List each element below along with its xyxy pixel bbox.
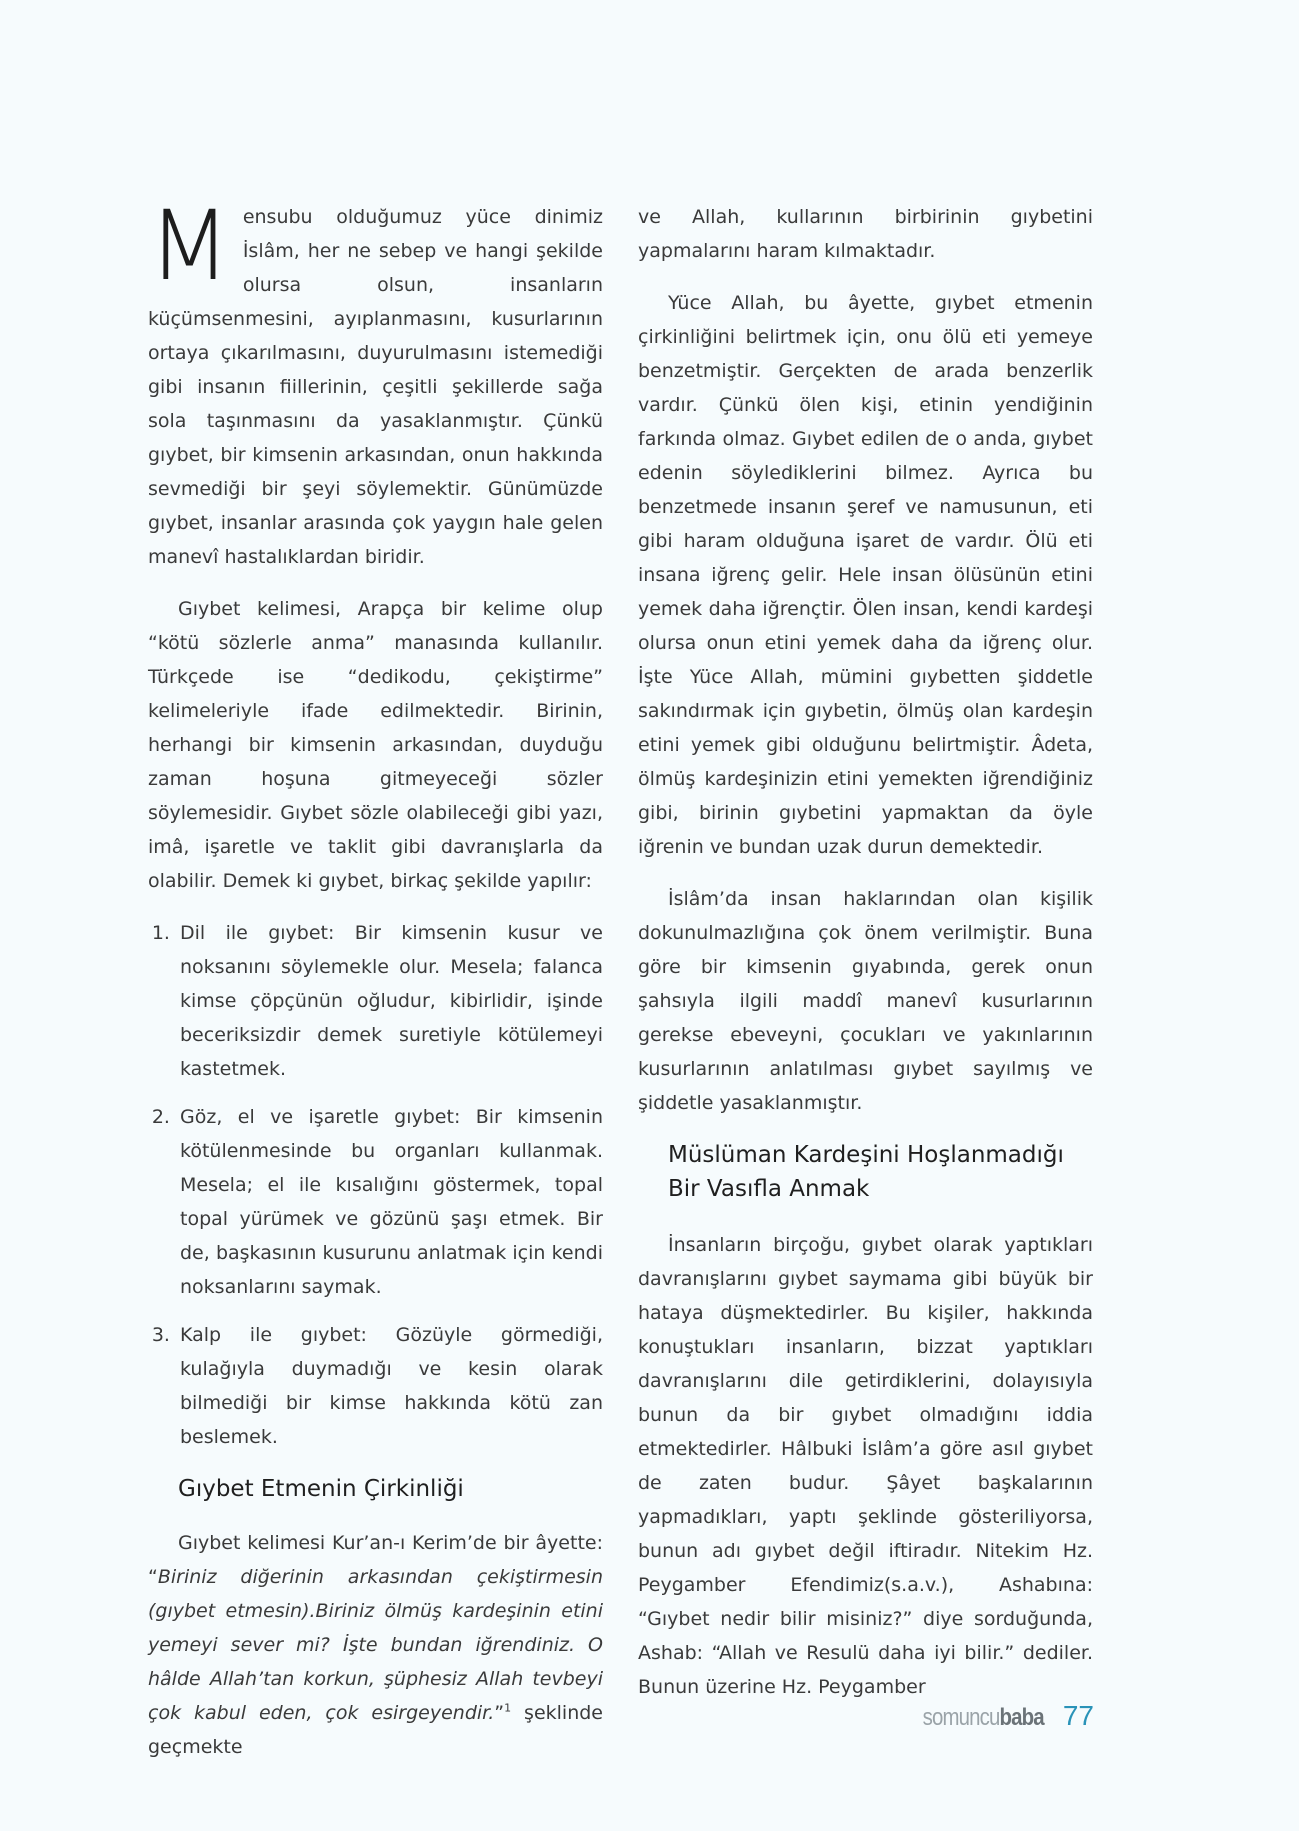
left-column [148,190,603,1782]
section-heading-brother: Müslüman Kardeşini Hoşlanmadığı Bir Vasıfla Anmak [668,1142,1064,1202]
page-footer [912,1700,1094,1732]
quote-close: ” [494,1702,505,1724]
quran-paragraph [148,1526,603,1764]
logo-light-text: somuncu [923,1704,1000,1731]
list-item: 3. Kalp ile gıybet: Gözüyle görmediği, kulağıyla duymadığı ve kesin olarak bilmediği bir kimse hakkında kötü zan beslemek. [176,1318,603,1454]
list-item: 1. Dil ile gıybet: Bir kimsenin kusur ve noksanını söylemekle olur. Mesela; falanca kimse çöpçünün oğludur, kibirlidir, işinde beceriksizdir demek suretiyle kötülemeyi kastetmek. [176,916,603,1086]
misconception-paragraph: İnsanların birçoğu, gıybet olarak yaptıkları davranışlarını gıybet saymama gibi büyük bir hataya düşmektedirler. Bu kişiler, hakkında konuştukları insanların, bizzat yaptıkları davranışlarını dile getirdiklerini, dolayısıyla bunun da bir gıybet olmadığını iddia etmektedirler. Hâlbuki İslâm’a göre asıl gıybet de zaten budur. Şâyet başkalarının yapmadıkları, yaptı şeklinde gösteriliyorsa, bunun adı gıybet değil iftiradır. Nitekim Hz. Peygamber Efendimiz(s.a.v.), Ashabına: “Gıybet nedir bilir misiniz?” diye sorduğunda, Ashab: “Allah ve Resulü daha iyi bilir.” dediler. Bunun üzerine Hz. Peygamber [638,1234,1093,1698]
quran-tail: şeklinde geçmekte [148,1702,603,1758]
list-item: 2. Göz, el ve işaretle gıybet: Bir kimsenin kötülenmesinde bu organları kullanmak. Mesela; el ile kısalığını göstermek, topal topal yürümek ve gözünü şaşı etmek. Bir de, başkasının kusurunu anlatmak için kendi noksanlarını saymak. [176,1100,603,1304]
quran-quote: Biriniz diğerinin arkasından çekiştirmesin (gıybet etmesin).Biriniz ölmüş kardeşinin etini yemeyi sever mi? İşte bundan iğrendiniz. O hâlde Allah’tan korkun, şüphesiz Allah tevbeyi çok kabul eden, çok esirgeyendir. [148,1566,603,1724]
page-number: 77 [1062,1700,1094,1731]
drop-cap: M [148,190,231,302]
quran-intro: Gıybet kelimesi Kur’an-ı Kerim’de bir âyette: “ [148,1532,603,1588]
magazine-logo [923,1704,1044,1732]
rights-paragraph: İslâm’da insan haklarından olan kişilik dokunulmazlığına çok önem verilmiştir. Buna göre bir kimsenin gıyabında, gerek onun şahsıyla ilgili maddî manevî kusurlarının gerekse ebeveyni, çocukları ve yakınlarının kusurlarının anlatılması gıybet sayılmış ve şiddetle yasaklanmıştır. [638,888,1093,1114]
footnote-marker[interactable]: 1 [504,1701,512,1715]
metaphor-paragraph: Yüce Allah, bu âyette, gıybet etmenin çirkinliğini belirtmek için, onu ölü eti yemeye benzetmiştir. Gerçekten de arada benzerlik vardır. Çünkü ölen kişi, etinin yendiğinin farkında olmaz. Gıybet edilen de o anda, gıybet edenin söylediklerini bilmez. Ayrıca bu benzetmede insanın şeref ve namusunun, eti gibi haram olduğuna işaret de vardır. Ölü eti insana iğrenç gelir. Hele insan ölüsünün etini yemek daha iğrençtir. Ölen insan, kendi kardeşi olursa onun etini yemek daha da iğrenç olur. İşte Yüce Allah, mümini gıybetten şiddetle sakındırmak için gıybetin, ölmüş olan kardeşin etini yemek gibi olduğunu belirtmiştir. Âdeta, ölmüş kardeşinizin etini yemekten iğrendiğiniz gibi, birinin gıybetini yapmaktan da öyle iğrenin ve bundan uzak durun demektedir. [638,292,1093,858]
right-column [638,200,1093,1722]
intro-text: ensubu olduğumuz yüce dinimiz İslâm, her ne sebep ve hangi şekilde olursa olsun, insanların küçümsenmesini, ayıplanmasını, kusurlarının ortaya çıkarılmasını, duyurulmasını istemediği gibi insanın fiillerinin, çeşitli şekillerde sağa sola taşınmasını da yasaklanmıştır. Çünkü gıybet, bir kimsenin arkasından, onun hakkında sevmediği bir şeyi söylemektir. Günümüzde gıybet, insanlar arasında çok yaygın hale gelen manevî hastalıklardan biridir. [148,206,603,568]
logo-bold-text: baba [999,1704,1045,1731]
definition-paragraph: Gıybet kelimesi, Arapça bir kelime olup “kötü sözlerle anma” manasında kullanılır. Türkçede ise “dedikodu, çekiştirme” kelimeleriyle ifade edilmektedir. Birinin, herhangi bir kimsenin arkasından, duyduğu zaman hoşuna gitmeyeceği sözler söylemesidir. Gıybet sözle olabileceği gibi yazı, imâ, işaretle ve taklit gibi davranışlarla da olabilir. Demek ki gıybet, birkaç şekilde yapılır: [148,598,603,892]
intro-paragraph [148,190,603,574]
section-heading-ugliness: Gıybet Etmenin Çirkinliği [178,1476,464,1502]
continuation-paragraph: ve Allah, kullarının birbirinin gıybetini yapmalarını haram kılmaktadır. [638,206,1093,262]
gibet-types-list [148,916,603,1454]
